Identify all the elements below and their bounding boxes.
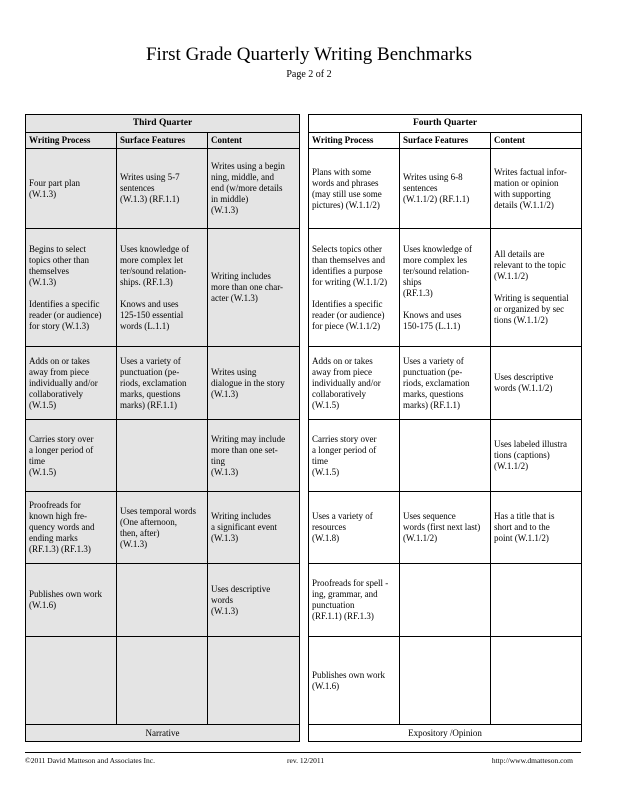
column-header-surface-features: Surface Features (400, 133, 491, 149)
table-row (309, 149, 582, 229)
column-header-surface-features: Surface Features (117, 133, 208, 149)
benchmark-cell: Uses a variety of resources (W.1.8) (309, 492, 400, 564)
benchmark-cell (117, 420, 208, 492)
table-row (26, 420, 300, 492)
benchmark-cell: Writing includes more than one char- acter (W.1.3) (208, 229, 300, 347)
column-header-content: Content (491, 133, 582, 149)
benchmark-cell: Writes factual infor- mation or opinion with supporting details (W.1.1/2) (491, 149, 582, 229)
benchmark-cell: Uses temporal words (One afternoon, then, after) (W.1.3) (117, 492, 208, 564)
benchmark-cell (491, 564, 582, 637)
page-footer (25, 752, 581, 765)
benchmark-cell: Carries story over a longer period of time (W.1.5) (26, 420, 117, 492)
column-header-writing-process: Writing Process (26, 133, 117, 149)
benchmark-cell (400, 420, 491, 492)
table-row (309, 420, 582, 492)
benchmark-cell: Four part plan (W.1.3) (26, 149, 117, 229)
benchmark-cell: Uses a variety of punctuation (pe- riods, exclamation marks, questions marks) (RF.1.1) (117, 347, 208, 420)
benchmark-cell: Writes using 6-8 sentences (W.1.1/2) (RF.1.1) (400, 149, 491, 229)
table-row (26, 149, 300, 229)
column-header-writing-process: Writing Process (309, 133, 400, 149)
fourth-quarter-table (308, 114, 582, 742)
revision-text: rev. 12/2011 (287, 756, 325, 765)
benchmark-cell: Writes using 5-7 sentences (W.1.3) (RF.1.1) (117, 149, 208, 229)
benchmark-cell (400, 564, 491, 637)
benchmark-cell (400, 637, 491, 725)
benchmark-cell: Uses sequence words (first next last) (W.1.1/2) (400, 492, 491, 564)
table-row (309, 347, 582, 420)
benchmark-cell: Uses knowledge of more complex les ter/sound relation- ships (RF.1.3) Knows and uses 150-175 (L.1.1) (400, 229, 491, 347)
copyright-text: ©2011 David Matteson and Associates Inc. (25, 756, 155, 765)
column-header-content: Content (208, 133, 300, 149)
benchmark-cell: Uses descriptive words (W.1.3) (208, 564, 300, 637)
benchmark-cell: Begins to select topics other than themselves (W.1.3) Identifies a specific reader (or audience) for story (W.1.3) (26, 229, 117, 347)
website-link[interactable]: http://www.dmatteson.com (491, 756, 573, 765)
third-quarter-title: Third Quarter (26, 115, 300, 133)
benchmark-cell: Proofreads for spell - ing, grammar, and punctuation (RF.1.1) (RF.1.3) (309, 564, 400, 637)
benchmark-cell (26, 637, 117, 725)
benchmark-cell: All details are relevant to the topic (W.1.1/2) Writing is sequential or organized by sec tions (W.1.1/2) (491, 229, 582, 347)
benchmark-cell (491, 637, 582, 725)
table-row (309, 229, 582, 347)
table-row (309, 492, 582, 564)
table-row (26, 229, 300, 347)
benchmark-cell (117, 564, 208, 637)
table-row (26, 347, 300, 420)
fourth-quarter-footer: Expository /Opinion (309, 725, 582, 742)
page-number: Page 2 of 2 (286, 69, 332, 80)
table-row (26, 492, 300, 564)
table-row (26, 564, 300, 637)
benchmark-cell (117, 637, 208, 725)
benchmark-cell: Writing includes a significant event (W.1.3) (208, 492, 300, 564)
page-title: First Grade Quarterly Writing Benchmarks (145, 44, 473, 65)
benchmark-cell: Publishes own work (W.1.6) (26, 564, 117, 637)
third-quarter-table (25, 114, 300, 742)
benchmark-cell: Carries story over a longer period of time (W.1.5) (309, 420, 400, 492)
benchmark-cell: Uses a variety of punctuation (pe- riods, exclamation marks, questions marks) (RF.1.1) (400, 347, 491, 420)
benchmark-cell: Adds on or takes away from piece individually and/or collaboratively (W.1.5) (309, 347, 400, 420)
benchmark-cell: Selects topics other than themselves and identifies a purpose for writing (W.1.1/2) Identifies a specific reader (or audience) for piece (W.1.1/2) (309, 229, 400, 347)
benchmark-cell (208, 637, 300, 725)
benchmark-cell: Publishes own work (W.1.6) (309, 637, 400, 725)
benchmark-cell: Has a title that is short and to the point (W.1.1/2) (491, 492, 582, 564)
benchmark-cell: Uses knowledge of more complex let ter/sound relation- ships. (RF.1.3) Knows and uses 125-150 essential words (L.1.1) (117, 229, 208, 347)
benchmark-cell: Plans with some words and phrases (may still use some pictures) (W.1.1/2) (309, 149, 400, 229)
benchmark-cell: Writes using a begin ning, middle, and end (w/more details in middle) (W.1.3) (208, 149, 300, 229)
fourth-quarter-title: Fourth Quarter (309, 115, 582, 133)
third-quarter-footer: Narrative (26, 725, 300, 742)
benchmark-cell: Uses labeled illustra tions (captions) (W.1.1/2) (491, 420, 582, 492)
benchmark-cell: Uses descriptive words (W.1.1/2) (491, 347, 582, 420)
benchmark-cell: Proofreads for known high fre- quency words and ending marks (RF.1.3) (RF.1.3) (26, 492, 117, 564)
table-row (309, 637, 582, 725)
third-quarter-body (26, 149, 300, 725)
benchmark-cell: Writing may include more than one set- ting (W.1.3) (208, 420, 300, 492)
table-row (26, 637, 300, 725)
benchmark-cell: Writes using dialogue in the story (W.1.3) (208, 347, 300, 420)
benchmark-cell: Adds on or takes away from piece individually and/or collaboratively (W.1.5) (26, 347, 117, 420)
fourth-quarter-body (309, 149, 582, 725)
table-row (309, 564, 582, 637)
